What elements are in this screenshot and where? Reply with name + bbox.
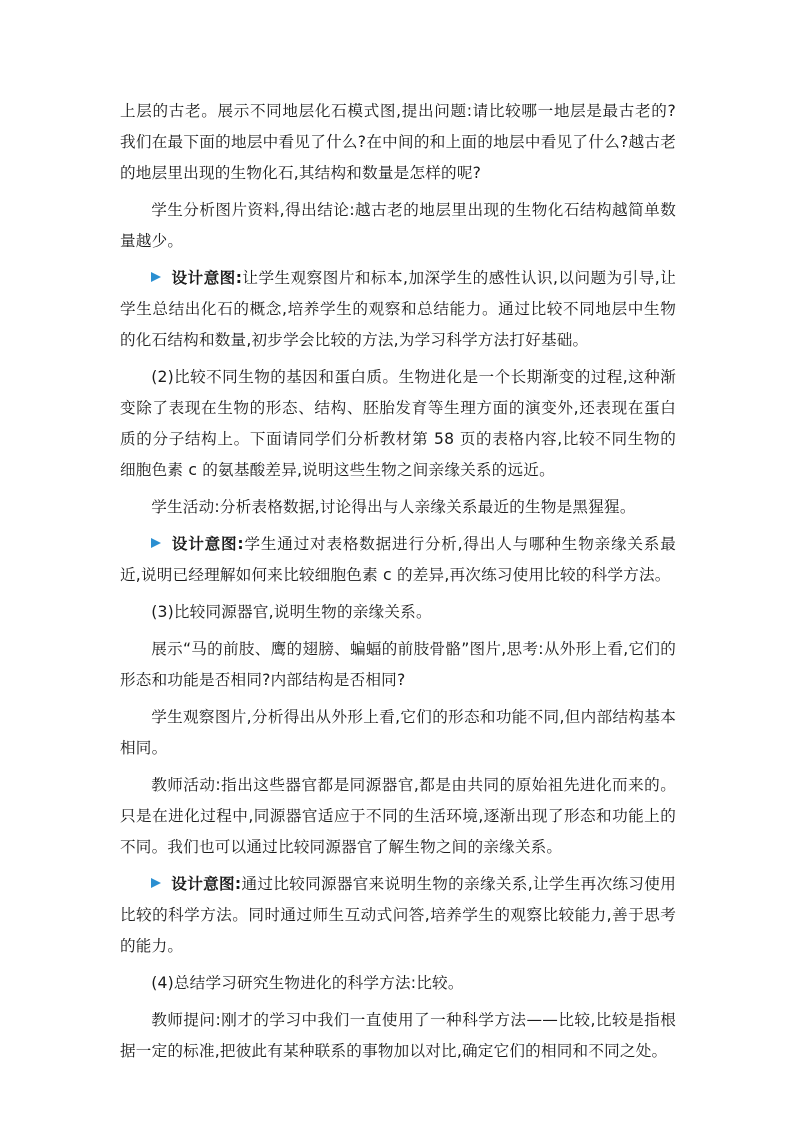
paragraph-1: 上层的古老。展示不同地层化石模式图,提出问题:请比较哪一地层是最古老的?我们在最下面的地层中看见了什么?在中间的和上面的地层中看见了什么?越古老的地层里出现的生物化石,其结构和数量是怎样的呢? bbox=[120, 102, 676, 182]
triangle-bullet-icon bbox=[151, 878, 161, 888]
document-body bbox=[120, 96, 676, 1073]
design-intent-2: 设计意图:学生通过对表格数据进行分析,得出人与哪种生物亲缘关系最近,说明已经理解如何来比较细胞色素 c 的差异,再次练习使用比较的科学方法。 bbox=[120, 535, 676, 584]
paragraph-10: 教师活动:指出这些器官都是同源器官,都是由共同的原始祖先进化而来的。只是在进化过程中,同源器官适应于不同的生活环境,逐渐出现了形态和功能上的不同。我们也可以通过比较同源器官了解生物之间的亲缘关系。 bbox=[120, 776, 676, 856]
paragraph-2: 学生分析图片资料,得出结论:越古老的地层里出现的生物化石结构越简单数量越少。 bbox=[120, 201, 676, 250]
design-intent-1: 设计意图:让学生观察图片和标本,加深学生的感性认识,以问题为引导,让学生总结出化石的概念,培养学生的观察和总结能力。通过比较不同地层中生物的化石结构和数量,初步学会比较的方法,为学习科学方法打好基础。 bbox=[120, 269, 676, 349]
paragraph-12: (4)总结学习研究生物进化的科学方法:比较。 bbox=[151, 974, 464, 992]
paragraph-13: 教师提问:刚才的学习中我们一直使用了一种科学方法——比较,比较是指根据一定的标准,把彼此有某种联系的事物加以对比,确定它们的相同和不同之处。 bbox=[120, 1011, 676, 1060]
paragraph-9: 学生观察图片,分析得出从外形上看,它们的形态和功能不同,但内部结构基本相同。 bbox=[120, 708, 676, 757]
paragraph-4: (2)比较不同生物的基因和蛋白质。生物进化是一个长期渐变的过程,这种渐变除了表现在生物的形态、结构、胚胎发育等生理方面的演变外,还表现在蛋白质的分子结构上。下面请同学们分析教材第 58 页的表格内容,比较不同生物的细胞色素 c 的氨基酸差异,说明这些生物之间亲缘关系的远近。 bbox=[120, 368, 676, 479]
design-intent-3: 设计意图:通过比较同源器官来说明生物的亲缘关系,让学生再次练习使用比较的科学方法。同时通过师生互动式问答,培养学生的观察比较能力,善于思考的能力。 bbox=[120, 875, 676, 955]
paragraph-7: (3)比较同源器官,说明生物的亲缘关系。 bbox=[151, 603, 432, 621]
paragraph-8: 展示“马的前肢、鹰的翅膀、蝙蝠的前肢骨骼”图片,思考:从外形上看,它们的形态和功能是否相同?内部结构是否相同? bbox=[120, 640, 676, 689]
paragraph-5: 学生活动:分析表格数据,讨论得出与人亲缘关系最近的生物是黑猩猩。 bbox=[151, 498, 636, 516]
triangle-bullet-icon bbox=[151, 538, 161, 548]
triangle-bullet-icon bbox=[151, 272, 161, 282]
